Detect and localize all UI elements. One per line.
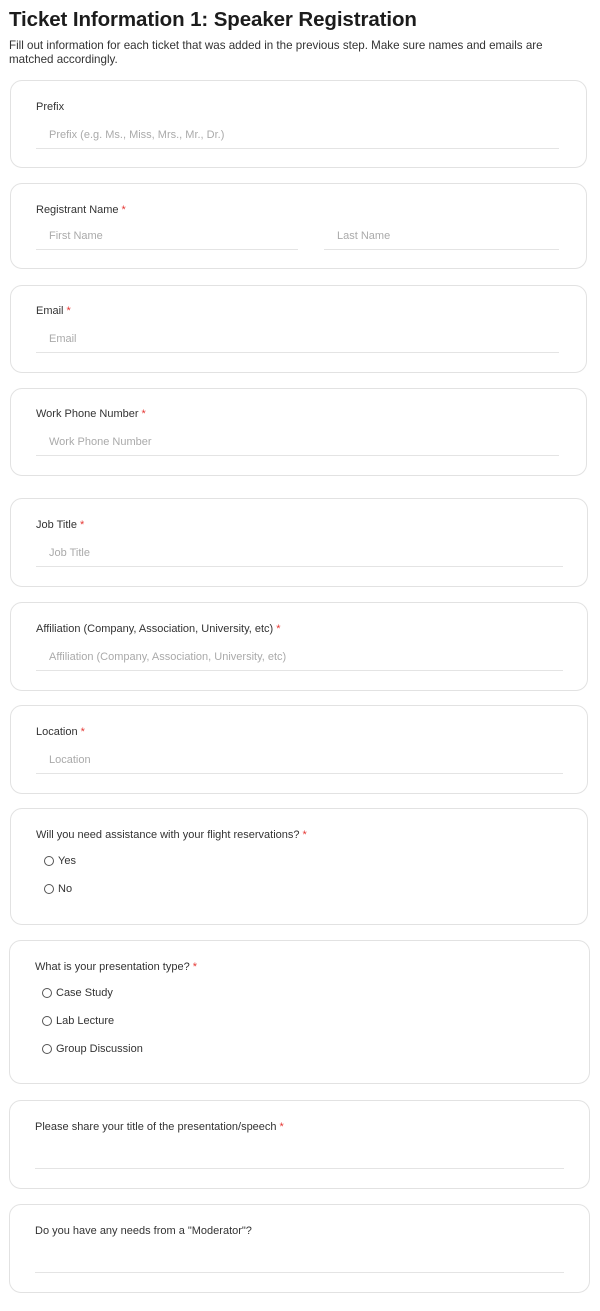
presentation-type-label: What is your presentation type? * <box>35 961 197 973</box>
affiliation-label: Affiliation (Company, Association, University, etc) * <box>36 623 281 635</box>
presentation-title-card <box>9 1100 590 1189</box>
radio-circle-icon[interactable] <box>44 884 54 894</box>
email-input[interactable]: Email <box>36 325 559 353</box>
radio-option-label: Group Discussion <box>56 1043 143 1055</box>
job-title-card <box>10 498 588 587</box>
work-phone-label: Work Phone Number * <box>36 408 146 420</box>
radio-circle-icon[interactable] <box>42 1044 52 1054</box>
page-title: Ticket Information 1: Speaker Registration <box>9 8 417 31</box>
radio-circle-icon[interactable] <box>44 856 54 866</box>
radio-option-group-discussion[interactable] <box>42 1043 143 1055</box>
presentation-title-input[interactable] <box>35 1167 564 1169</box>
registrant-name-label: Registrant Name * <box>36 204 126 216</box>
prefix-input[interactable]: Prefix (e.g. Ms., Miss, Mrs., Mr., Dr.) <box>36 121 559 149</box>
required-indicator: * <box>279 1121 284 1133</box>
radio-option-label: No <box>58 883 73 895</box>
presentation-type-card <box>9 940 590 1084</box>
required-indicator: * <box>80 726 85 738</box>
work-phone-input[interactable]: Work Phone Number <box>36 428 559 456</box>
location-input[interactable]: Location <box>36 746 563 774</box>
moderator-needs-card <box>9 1204 590 1293</box>
required-indicator: * <box>121 204 126 216</box>
location-card <box>10 705 588 794</box>
required-indicator: * <box>141 408 146 420</box>
affiliation-input[interactable]: Affiliation (Company, Association, University, etc) <box>36 643 563 671</box>
required-indicator: * <box>79 519 85 531</box>
last-name-input[interactable]: Last Name <box>324 222 559 250</box>
radio-option-no[interactable] <box>44 883 72 895</box>
flight-assistance-card <box>10 808 588 925</box>
required-indicator: * <box>66 305 71 317</box>
first-name-input[interactable]: First Name <box>36 222 298 250</box>
radio-circle-icon[interactable] <box>42 988 52 998</box>
required-indicator: * <box>192 961 197 973</box>
moderator-needs-input[interactable] <box>35 1271 564 1273</box>
job-title-label: Job Title * <box>36 519 85 531</box>
radio-circle-icon[interactable] <box>42 1016 52 1026</box>
prefix-label: Prefix <box>36 101 65 113</box>
moderator-needs-label: Do you have any needs from a "Moderator"? <box>35 1225 252 1237</box>
prefix-card <box>10 80 587 168</box>
radio-option-label: Lab Lecture <box>56 1015 115 1027</box>
presentation-title-label: Please share your title of the presentation/speech * <box>35 1121 284 1133</box>
page-description: Fill out information for each ticket that was added in the previous step. Make sure names and emails are matched accordingly. <box>9 39 543 66</box>
registrant-name-card <box>10 183 587 269</box>
job-title-input[interactable]: Job Title <box>36 539 563 567</box>
radio-option-yes[interactable] <box>44 855 76 867</box>
required-indicator: * <box>302 829 307 841</box>
radio-option-lab-lecture[interactable] <box>42 1015 114 1027</box>
location-label: Location * <box>36 726 85 738</box>
flight-assistance-label: Will you need assistance with your flight reservations? * <box>36 829 307 841</box>
work-phone-card <box>10 388 587 476</box>
affiliation-card <box>10 602 588 691</box>
email-label: Email * <box>36 305 71 317</box>
radio-option-case-study[interactable] <box>42 987 113 999</box>
email-card <box>10 285 587 373</box>
radio-option-label: Case Study <box>56 987 113 999</box>
required-indicator: * <box>276 623 281 635</box>
radio-option-label: Yes <box>58 855 76 867</box>
